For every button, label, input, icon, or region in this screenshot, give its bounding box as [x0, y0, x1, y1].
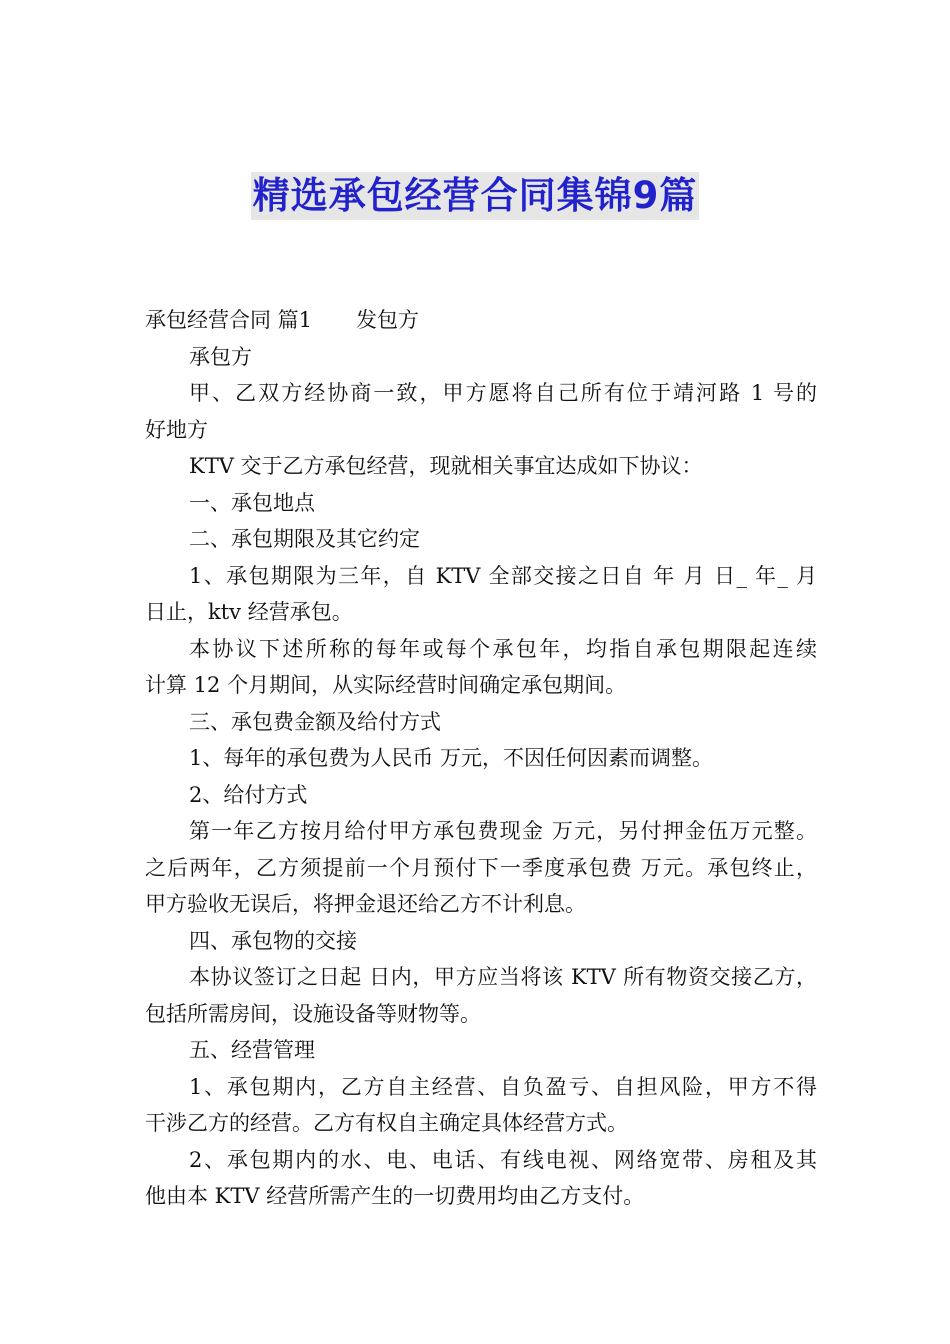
paragraph-line: 他由本 KTV 经营所需产生的一切费用均由乙方支付。	[145, 1184, 645, 1208]
paragraph-line: 包括所需房间，设施设备等财物等。	[145, 1001, 481, 1026]
document-title: 精选承包经营合同集锦9篇	[251, 172, 700, 220]
section-title: 一、承包地点	[189, 490, 315, 515]
party-label: 发包方	[356, 308, 420, 332]
document-body	[145, 302, 817, 1215]
section-title: 三、承包费金额及给付方式	[189, 709, 441, 734]
paragraph-line: 1、承包期限为三年，自 KTV 全部交接之日自 年 月 日_ 年_ 月	[189, 563, 817, 588]
section-title: 五、经营管理	[189, 1038, 315, 1062]
paragraph-line: 2、给付方式	[189, 782, 308, 807]
paragraph-line: 甲方验收无误后，将押金退还给乙方不计利息。	[145, 892, 586, 916]
paragraph-line: KTV 交于乙方承包经营，现就相关事宜达成如下协议：	[189, 454, 703, 478]
paragraph-line: 本协议下述所称的每年或每个承包年，均指自承包期限起连续	[189, 636, 817, 661]
paragraph-line: 计算 12 个月期间，从实际经营时间确定承包期间。	[145, 673, 627, 697]
paragraph-line: 之后两年，乙方须提前一个月预付下一季度承包费 万元。承包终止，	[145, 855, 817, 880]
paragraph-line: 1、每年的承包费为人民币 万元，不因任何因素而调整。	[189, 746, 714, 770]
title-container	[0, 172, 950, 220]
section-title: 二、承包期限及其它约定	[189, 527, 420, 551]
paragraph-line: 好地方	[145, 417, 208, 442]
paragraph-line: 承包方	[189, 344, 252, 369]
section-title: 四、承包物的交接	[189, 928, 357, 953]
paragraph-line: 第一年乙方按月给付甲方承包费现金 万元，另付押金伍万元整。	[189, 819, 817, 843]
paragraph-line: 2、承包期内的水、电、电话、有线电视、网络宽带、房租及其	[189, 1147, 817, 1172]
paragraph-line: 1、承包期内，乙方自主经营、自负盈亏、自担风险，甲方不得	[189, 1074, 817, 1099]
section-heading	[145, 302, 817, 339]
paragraph-line: 干涉乙方的经营。乙方有权自主确定具体经营方式。	[145, 1111, 628, 1135]
paragraph-line: 甲、乙双方经协商一致，甲方愿将自己所有位于靖河路 1 号的	[189, 381, 817, 405]
paragraph-line: 日止，ktv 经营承包。	[145, 600, 353, 624]
contract-label: 承包经营合同 篇1	[145, 308, 313, 332]
paragraph-line: 本协议签订之日起 日内，甲方应当将该 KTV 所有物资交接乙方，	[189, 965, 817, 989]
